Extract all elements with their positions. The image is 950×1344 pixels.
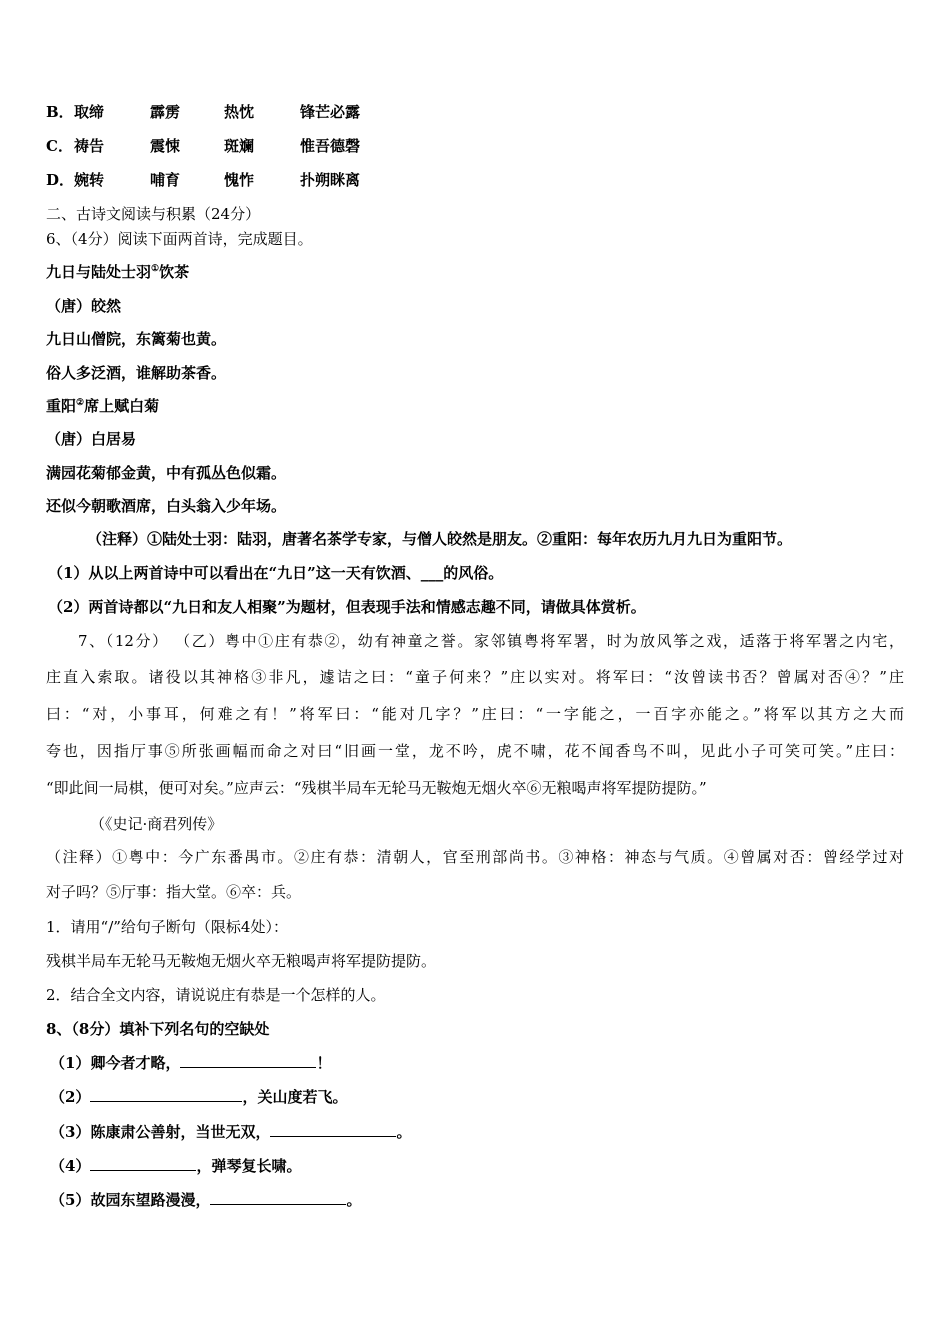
footnote-marker: ① [151,264,160,274]
item-text: 卿今者才略， [90,1054,181,1072]
item-text: ，弹琴复长啸。 [196,1157,302,1175]
fill-blank-item [50,1155,301,1176]
poem-1-author: （唐）皎然 [46,297,122,315]
question-7-task-1: 1．请用“/”给句子断句（限标4处）： [46,918,288,936]
item-number: （1） [50,1054,91,1072]
poem-title-text: 饮茶 [159,263,190,281]
poem-title-text: 九日与陆处士羽 [46,263,152,281]
footnote-marker: ② [76,398,85,408]
poem-title-text: 重阳 [46,397,77,415]
question-7-task-2: 2．结合全文内容，请说说庄有恭是一个怎样的人。 [46,986,386,1004]
option-letter: B． [46,103,74,121]
question-7-passage-line: 曰：“对，小事耳，何难之有！”将军曰：“能对几字？”庄曰：“一字能之，一百字亦能之。”将军以其方之大而 [46,705,904,723]
question-7-passage-line: 7、（12分） （乙）粤中①庄有恭②，幼有神童之誉。家邻镇粤将军署，时为放风筝之戏，适落于将军署之内宅， [78,632,904,650]
passage-annotation: 对子吗？⑤厅事：指大堂。⑥卒：兵。 [46,883,302,901]
item-text: ，关山度若飞。 [242,1088,348,1106]
item-text: ！ [316,1054,332,1072]
answer-blank[interactable] [210,1189,346,1205]
fill-blank-item [50,1052,331,1073]
option-letter: C． [46,137,73,155]
option-word: 婉转 [74,171,105,189]
poem-2-line: 满园花菊郁金黄，中有孤丛色似霜。 [46,464,287,482]
item-number: （5） [50,1191,91,1209]
question-6-intro: 6、（4分）阅读下面两首诗，完成题目。 [46,230,313,248]
option-word: 扑朔眯离 [300,171,361,189]
item-number: （4） [50,1157,91,1175]
option-word: 哺育 [150,171,181,189]
option-word: 锋芒必露 [300,103,361,121]
passage-source: （《史记·商君列传》 [90,815,223,833]
item-number: （3） [50,1123,91,1141]
poem-annotation: （注释）①陆处士羽：陆羽，唐著名茶学专家，与僧人皎然是朋友。②重阳：每年农历九月九日为重阳节。 [87,530,793,548]
poem-2-author: （唐）白居易 [46,430,137,448]
option-word: 热忱 [224,103,255,121]
answer-blank[interactable] [270,1121,396,1137]
option-word: 取缔 [74,103,105,121]
question-7-task-1-text: 残棋半局车无轮马无鞍炮无烟火卒无粮喝声将军提防提防。 [46,952,437,970]
poem-1-line: 俗人多泛酒，谁解助茶香。 [46,364,227,382]
section-heading: 二、古诗文阅读与积累（24分） [46,205,261,223]
poem-title-text: 席上赋白菊 [84,397,160,415]
option-word: 祷告 [74,137,105,155]
option-word: 惟吾德磬 [300,137,361,155]
question-6-sub-2: （2）两首诗都以“九日和友人相聚”为题材，但表现手法和情感志趣不同，请做具体赏析。 [48,598,646,616]
option-word: 斑斓 [224,137,255,155]
item-text: 故园东望路漫漫， [90,1191,211,1209]
fill-blank-item [50,1189,361,1210]
option-word: 霹雳 [150,103,181,121]
option-word: 愧怍 [224,171,255,189]
passage-annotation: （注释）①粤中：今广东番禺市。②庄有恭：清朝人，官至刑部尚书。③神格：神态与气质。④曾属对否：曾经学过对 [46,848,904,866]
poem-2-title [46,396,159,416]
option-letter: D． [46,171,75,189]
item-text: 。 [346,1191,362,1209]
poem-2-line: 还似今朝歌酒席，白头翁入少年场。 [46,497,287,515]
item-text: 陈康肃公善射，当世无双， [90,1123,271,1141]
question-7-passage-line: 庄直入索取。诸役以其神格③非凡，遽诘之曰：“童子何来？”庄以实对。将军曰：“汝曾读书否？曾属对否④？”庄 [46,668,904,686]
option-word: 震悚 [150,137,181,155]
answer-blank[interactable] [180,1052,316,1068]
question-8-title: 8、（8分）填补下列名句的空缺处 [46,1020,270,1038]
answer-blank[interactable] [90,1086,242,1102]
poem-1-line: 九日山僧院，东篱菊也黄。 [46,330,227,348]
question-6-sub-1: （1）从以上两首诗中可以看出在“九日”这一天有饮酒、___的风俗。 [48,564,504,582]
answer-blank[interactable] [90,1155,196,1171]
item-text: 。 [396,1123,412,1141]
item-number: （2） [50,1088,91,1106]
fill-blank-item [50,1121,411,1142]
fill-blank-item [50,1086,347,1107]
question-7-passage-line: 夸也，因指厅事⑤所张画幅而命之对曰“旧画一堂，龙不吟，虎不啸，花不闻香鸟不叫，见此小子可笑可笑。”庄曰： [46,742,904,760]
poem-1-title [46,262,189,282]
question-7-passage-line: “即此间一局棋，便可对矣。”应声云：“残棋半局车无轮马无鞍炮无烟火卒⑥无粮喝声将军提防提防。” [46,779,707,797]
